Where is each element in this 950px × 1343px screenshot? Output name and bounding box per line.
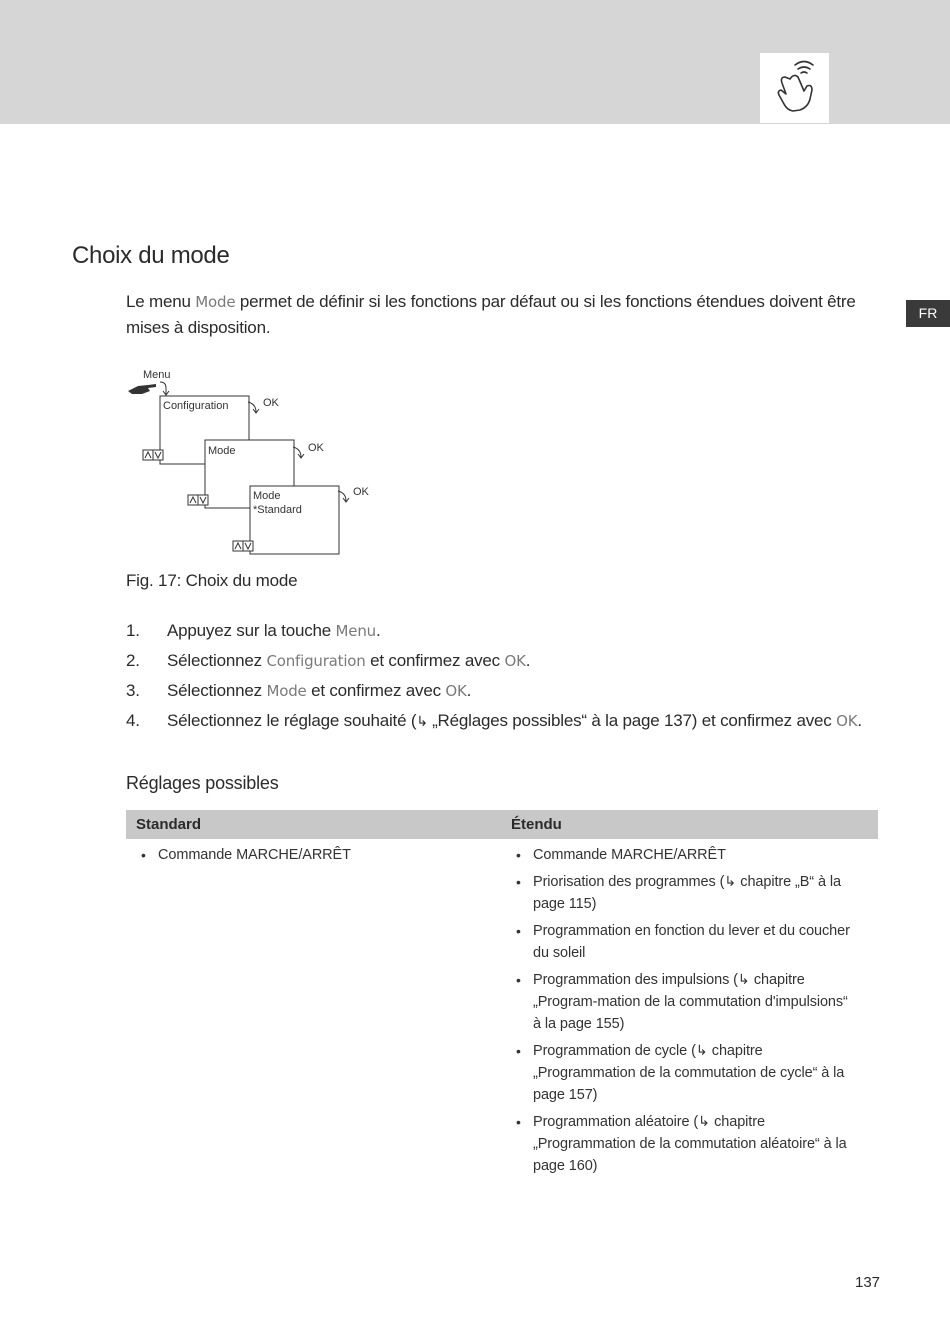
list-item: • Commande MARCHE/ARRÊT	[511, 844, 856, 866]
fig-ok1: OK	[263, 397, 279, 409]
intro-after: permet de définir si les fonctions par défaut ou si les fonctions étendues doivent être mises à disposition.	[126, 292, 856, 337]
fig-box1-label: Configuration	[163, 400, 229, 412]
cross-reference-icon: ↳	[695, 1043, 712, 1059]
list-item: • Programmation aléatoire (↳ chapitre „Programmation de la commutation aléatoire“ à la page 160)	[511, 1111, 856, 1177]
figure-caption: Fig. 17: Choix du mode	[126, 571, 298, 590]
touch-hand-icon	[760, 53, 829, 123]
list-item: • Commande MARCHE/ARRÊT	[136, 844, 486, 866]
col-etendu	[511, 844, 856, 1182]
fig-menu-label: Menu	[143, 369, 171, 381]
page-title: Choix du mode	[72, 242, 230, 269]
header-etendu: Étendu	[511, 816, 562, 833]
ok-arrow-icon	[293, 447, 304, 458]
menu-diagram	[126, 360, 386, 560]
list-item: • Priorisation des programmes (↳ chapitre „B“ à la page 115)	[511, 871, 856, 915]
list-item: • Programmation des impulsions (↳ chapitre „Program-mation de la commutation d'impulsions“ à la page 155)	[511, 969, 856, 1035]
table-header	[126, 810, 878, 839]
up-down-keys-icon	[143, 450, 163, 460]
settings-table	[126, 810, 878, 1174]
cross-reference-icon: ↳	[737, 972, 754, 988]
col-standard	[136, 844, 486, 871]
fig-ok2: OK	[308, 442, 324, 454]
step-2: 2. Sélectionnez Configuration et confirmez avec OK.	[126, 651, 531, 670]
list-item: • Programmation en fonction du lever et du coucher du soleil	[511, 920, 856, 964]
up-down-keys-icon	[233, 541, 253, 551]
fig-box2-label: Mode	[208, 445, 236, 457]
step-1: 1. Appuyez sur la touche Menu.	[126, 621, 381, 640]
cross-reference-icon: ↳	[416, 714, 433, 730]
steps-list	[126, 618, 866, 738]
intro-before: Le menu	[126, 292, 196, 311]
cross-reference-icon: ↳	[724, 874, 741, 890]
cross-reference-icon: ↳	[698, 1114, 715, 1130]
intro-paragraph	[126, 289, 856, 341]
fig-ok3: OK	[353, 486, 369, 498]
fig-box3-line2: *Standard	[253, 504, 302, 516]
menu-figure	[126, 360, 386, 565]
list-item: • Programmation de cycle (↳ chapitre „Programmation de la commutation de cycle“ à la page 157)	[511, 1040, 856, 1106]
header-standard: Standard	[136, 816, 202, 833]
intro-keyword: Mode	[195, 293, 236, 311]
fig-box3-line1: Mode	[253, 490, 281, 502]
language-tab: FR	[906, 300, 950, 327]
pointing-hand-icon	[128, 382, 169, 395]
section-title: Réglages possibles	[126, 773, 279, 793]
hand-icon-box	[760, 53, 829, 123]
page-number: 137	[855, 1274, 881, 1291]
ok-arrow-icon	[338, 491, 349, 502]
step-3: 3. Sélectionnez Mode et confirmez avec OK.	[126, 681, 472, 700]
ok-arrow-icon	[248, 402, 259, 413]
step-4: 4. Sélectionnez le réglage souhaité (↳ „Réglages possibles“ à la page 137) et confirmez avec OK.	[126, 711, 862, 730]
up-down-keys-icon	[188, 495, 208, 505]
